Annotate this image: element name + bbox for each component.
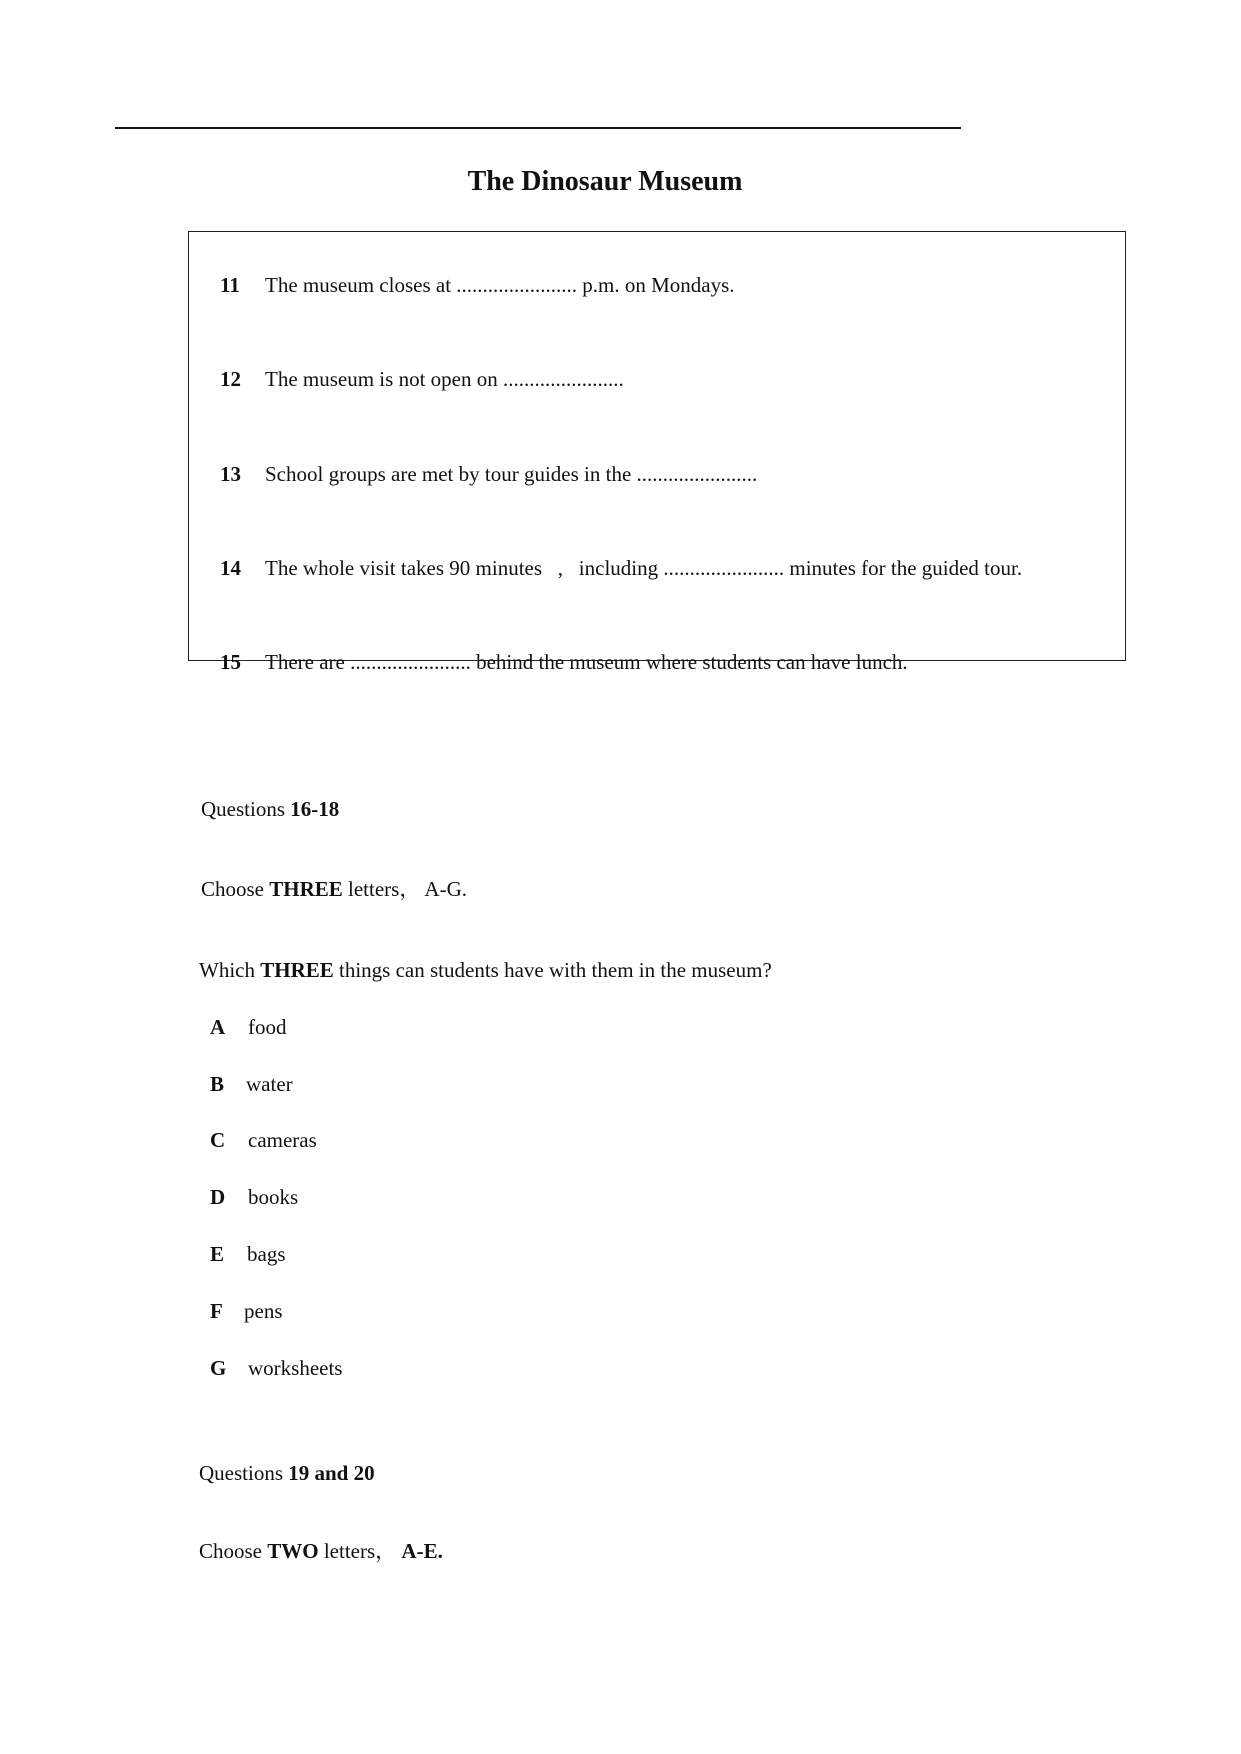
question-text-before: The whole visit takes 90 minutes , including [265,556,664,580]
question-text-before: School groups are met by tour guides in the [265,462,637,486]
heading-range: 16-18 [290,797,340,821]
question-text-after: behind the museum where students can have lunch. [470,650,908,674]
heading-prefix: Questions [199,1461,289,1485]
question-13 [220,462,757,487]
option-text: bags [247,1242,286,1266]
question-prefix: Which [199,958,261,982]
question-number: 15 [220,650,241,674]
option-text: water [246,1072,293,1096]
option-letter: B [210,1072,225,1096]
answer-gap: ....................... [456,273,578,297]
heading-range: 19 and 20 [288,1461,375,1485]
page-title: The Dinosaur Museum [467,166,743,197]
instruction-prefix: Choose [199,1539,268,1563]
question-number: 11 [220,273,240,297]
question-text-before: The museum closes at [265,273,457,297]
instruction-suffix: letters， [318,1539,402,1563]
option-letter: E [210,1242,225,1266]
option-letter: A [210,1015,226,1039]
option-f [210,1299,283,1324]
option-a [210,1015,287,1040]
option-text: books [248,1185,299,1209]
answer-gap: ....................... [663,556,785,580]
question-number: 14 [220,556,241,580]
question-text-before: There are [265,650,351,674]
option-b [210,1072,293,1097]
question-count: THREE [260,958,334,982]
question-text-after: minutes for the guided tour. [784,556,1023,580]
question-11 [220,273,735,298]
answer-gap: ....................... [350,650,471,674]
question-text-before: The museum is not open on [265,367,503,391]
option-g [210,1356,342,1381]
instruction-suffix: letters， A-G. [342,877,468,901]
question-number: 13 [220,462,241,486]
answer-gap: ....................... [502,367,624,391]
question-12 [220,367,624,392]
instruction-prefix: Choose [201,877,270,901]
option-text: cameras [248,1128,317,1152]
option-letter: F [210,1299,223,1323]
option-text: pens [244,1299,283,1323]
section-16-18-heading [201,797,339,822]
instruction-count: THREE [269,877,343,901]
question-15 [220,650,908,675]
question-suffix: things can students have with them in the museum? [333,958,772,982]
heading-prefix: Questions [201,797,291,821]
option-e [210,1242,286,1267]
option-text: worksheets [248,1356,343,1380]
instruction-count: TWO [267,1539,319,1563]
section-19-20-heading [199,1461,375,1486]
option-letter: G [210,1356,227,1380]
section-16-18-question [199,958,772,983]
question-14 [220,556,1022,581]
answer-gap: ....................... [636,462,758,486]
option-letter: D [210,1185,226,1209]
option-c [210,1128,317,1153]
section-16-18-instruction [201,873,467,903]
question-number: 12 [220,367,241,391]
top-rule [115,127,961,129]
option-d [210,1185,298,1210]
option-text: food [248,1015,287,1039]
question-text-after: p.m. on Mondays. [577,273,735,297]
option-letter: C [210,1128,226,1152]
section-19-20-instruction [199,1535,443,1565]
instruction-range: A-E. [401,1539,443,1563]
